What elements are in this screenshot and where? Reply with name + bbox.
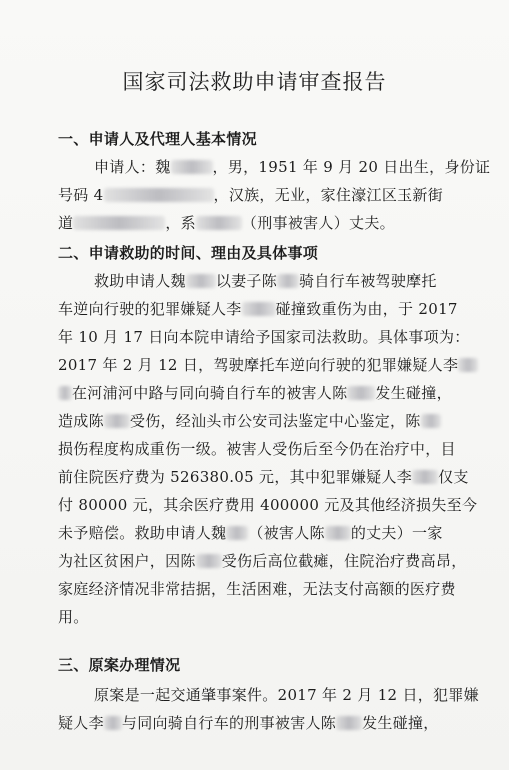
document-title: 国家司法救助申请审查报告 bbox=[122, 70, 387, 94]
redaction bbox=[196, 554, 222, 568]
section-2-line-11: 为社区贫困户，因陈 受伤后高位截瘫，住院治疗费高昂， bbox=[58, 552, 467, 570]
redaction bbox=[104, 716, 122, 730]
section-3-line-2: 疑人李 与同向骑自行车的刑事被害人陈 发生碰撞， bbox=[58, 714, 439, 732]
redaction bbox=[104, 414, 130, 428]
section-2-line-5: 在河浦河中路与同向骑自行车的被害人陈 发生碰撞， bbox=[58, 382, 478, 403]
section-1-line-3: 道 ，系 （刑事被害人）丈夫。 bbox=[58, 214, 395, 232]
section-2-line-6: 造成陈 受伤，经汕头市公安司法鉴定中心鉴定，陈 bbox=[58, 410, 478, 431]
redaction bbox=[58, 386, 72, 400]
redaction bbox=[242, 302, 276, 316]
section-2-line-9: 付 80000 元，其余医疗费用 400000 元及其他经济损失至今 bbox=[58, 496, 478, 514]
redaction bbox=[171, 160, 213, 174]
redaction bbox=[226, 526, 248, 540]
section-2-line-13: 用。 bbox=[58, 608, 89, 626]
redaction bbox=[196, 216, 242, 230]
redaction bbox=[277, 274, 299, 288]
redaction bbox=[347, 386, 375, 400]
redaction bbox=[186, 274, 216, 288]
section-2-line-12: 家庭经济情况非常拮据，生活困难，无法支付高额的医疗费 bbox=[58, 580, 456, 598]
redaction bbox=[458, 358, 478, 372]
section-1-heading: 一、申请人及代理人基本情况 bbox=[58, 130, 257, 148]
redaction bbox=[421, 414, 441, 428]
section-2-line-1: 救助申请人魏 以妻子陈 骑自行车被驾驶摩托 bbox=[94, 272, 437, 290]
section-1-line-1: 申请人：魏 ，男，1951 年 9 月 20 日出生，身份证 bbox=[94, 158, 491, 176]
redaction bbox=[412, 470, 438, 484]
section-2-line-8: 前住院医疗费为 526380.05 元，其中犯罪嫌疑人李 仅支 bbox=[58, 468, 469, 486]
section-1-line-2: 号码 4 ，汉族，无业，家住濠江区玉新街 bbox=[58, 186, 444, 204]
section-2-line-10: 未予赔偿。救助申请人魏 （被害人陈 的丈夫）一家 bbox=[58, 524, 443, 542]
redaction bbox=[104, 188, 214, 202]
section-2-line-3: 年 10 月 17 日向本院申请给予国家司法救助。具体事项为： bbox=[58, 328, 470, 346]
section-3-line-1: 原案是一起交通肇事案件。2017 年 2 月 12 日，犯罪嫌 bbox=[94, 686, 479, 704]
redaction bbox=[325, 526, 351, 540]
section-3-heading: 三、原案办理情况 bbox=[58, 656, 181, 674]
redaction bbox=[336, 716, 362, 730]
section-2-line-4: 2017 年 2 月 12 日，驾驶摩托车逆向行驶的犯罪嫌疑人李 bbox=[58, 354, 478, 375]
section-2-line-2: 车逆向行驶的犯罪嫌疑人李 碰撞致重伤为由，于 2017 bbox=[58, 300, 458, 318]
section-2-heading: 二、申请救助的时间、理由及具体事项 bbox=[58, 244, 319, 262]
section-2-line-7: 损伤程度构成重伤一级。被害人受伤后至今仍在治疗中，目 bbox=[58, 440, 456, 458]
redaction bbox=[73, 216, 165, 230]
